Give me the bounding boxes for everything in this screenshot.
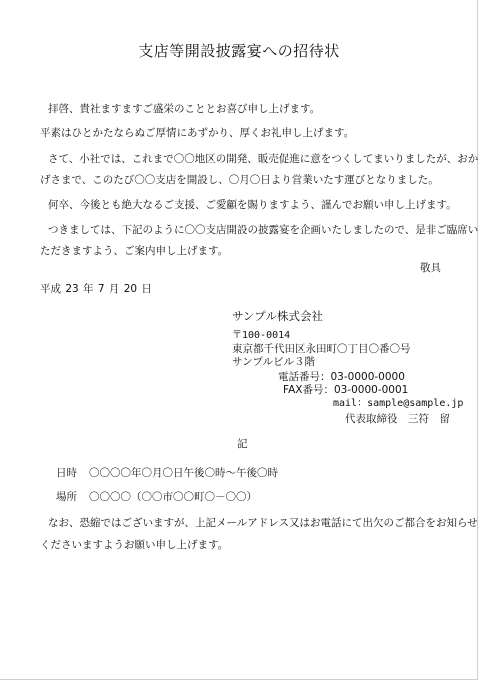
sender-company: サンプル株式会社 <box>232 309 323 323</box>
greeting-line: 拝啓、貴社ますますご盛栄のこととお喜び申し上げます。 <box>48 103 321 115</box>
datetime-label: 日時 <box>56 467 77 479</box>
note-line1: なお、恐縮ではございますが、上記メールアドレス又はお電話にて出欠のご都合をお知らせ <box>48 517 478 529</box>
document-title: 支店等開設披露宴への招待状 <box>138 42 340 60</box>
paragraph1-line2: げさまで、このたび〇〇支店を開設し、〇月〇日より営業いたす運びとなりました。 <box>40 174 439 186</box>
sender-mail: mail：sample@sample.jp <box>333 398 464 409</box>
paragraph1-line1: さて、小社では、これまで〇〇地区の開発、販売促進に意をつくしてまいりましたが、おか <box>48 153 478 165</box>
thanks-line: 平素はひとかたならぬご厚情にあずかり、厚くお礼申し上げます。 <box>40 127 355 139</box>
paragraph2-line: 何卒、今後とも絶大なるご支援、ご愛顧を賜りますよう、謹んでお願い申し上げます。 <box>48 199 457 211</box>
paragraph3-line1: つきましては、下記のように〇〇支店開設の披露宴を企画いたしましたので、是非ご臨席い <box>48 224 478 236</box>
place-label: 場所 <box>56 491 77 503</box>
place-value: 〇〇〇〇（〇〇市〇〇町〇－〇〇） <box>89 491 257 503</box>
sender-address1: 東京都千代田区永田町〇丁目〇番〇号 <box>232 343 411 355</box>
sender-representative: 代表取締役 三符 留 <box>345 413 450 425</box>
paragraph3-line2: ただきますよう、ご案内申し上げます。 <box>40 245 229 257</box>
sender-postal: 〒100-0014 <box>232 330 291 341</box>
datetime-value: 〇〇〇〇年〇月〇日午後〇時～午後〇時 <box>89 467 278 479</box>
sender-fax: FAX番号：03-0000-0001 <box>283 384 409 396</box>
ki-heading: 記 <box>237 438 248 450</box>
note-line2: くださいますようお願い申し上げます。 <box>40 539 229 551</box>
sender-phone: 電話番号：03-0000-0000 <box>278 371 405 383</box>
document-date: 平成 23 年 7 月 20 日 <box>40 283 152 295</box>
sender-address2: サンプルビル３階 <box>232 356 316 368</box>
closing-keigu: 敬具 <box>420 262 441 274</box>
